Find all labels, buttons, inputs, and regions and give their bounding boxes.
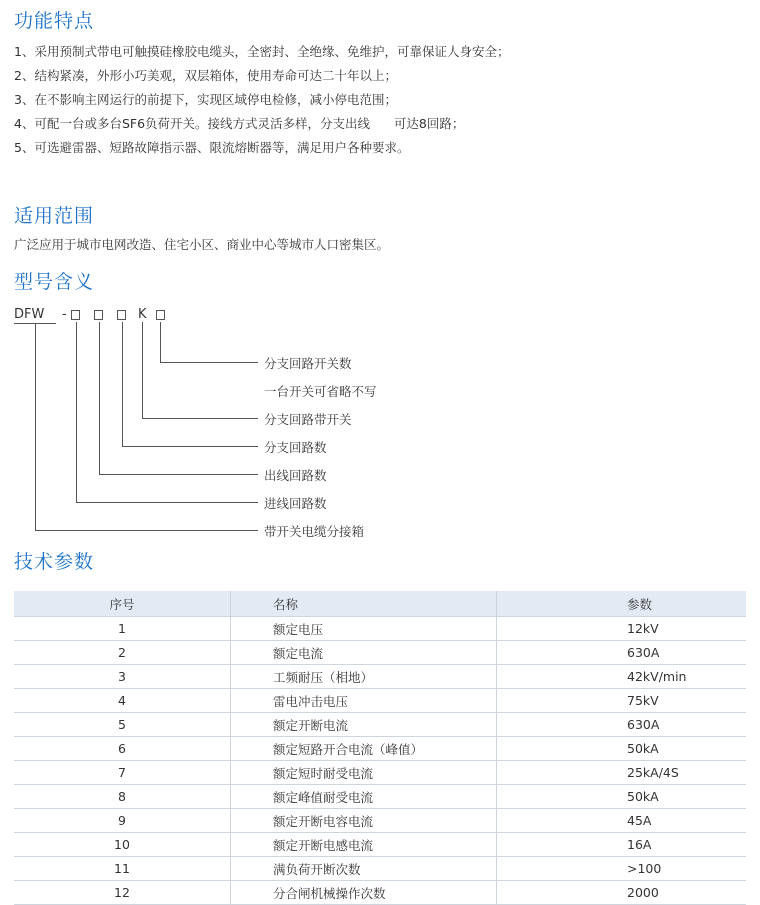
scope-heading: 适用范围 — [14, 205, 95, 227]
row-value-cell — [497, 857, 747, 881]
diagram-label: 分支回路开关数 — [264, 356, 352, 371]
diagram-label: 带开关电缆分接箱 — [264, 524, 365, 539]
row-name-cell — [231, 809, 497, 833]
model-dash: - — [62, 307, 67, 322]
column-header: 序号 — [14, 591, 231, 617]
row-index-cell — [14, 785, 231, 809]
row-value-cell — [497, 713, 747, 737]
features-list — [14, 40, 509, 160]
row-value: 75kV — [627, 693, 659, 708]
diagram-label: 分支回路数 — [264, 440, 327, 455]
row-name: 雷电冲击电压 — [273, 693, 349, 709]
row-value-cell — [497, 665, 747, 689]
row-index-cell — [14, 737, 231, 761]
row-value: >100 — [627, 861, 662, 876]
row-value-cell — [497, 785, 747, 809]
feature-item: 5、可选避雷器、短路故障指示器、限流熔断器等，满足用户各种要求。 — [14, 140, 410, 155]
table-header-row — [14, 591, 746, 617]
row-index: 3 — [118, 669, 126, 684]
model-prefix: DFW — [14, 307, 45, 322]
feature-item: 2、结构紧凑，外形小巧美观，双层箱体，使用寿命可达二十年以上； — [14, 68, 397, 83]
row-value-cell — [497, 881, 747, 905]
row-value-cell — [497, 809, 747, 833]
table-row — [14, 689, 746, 713]
row-index: 10 — [114, 837, 130, 852]
row-value-cell — [497, 641, 747, 665]
row-name: 额定峰值耐受电流 — [273, 789, 374, 805]
table-row — [14, 737, 746, 761]
row-name-cell — [231, 785, 497, 809]
row-name-cell — [231, 641, 497, 665]
tech-heading: 技术参数 — [14, 551, 95, 573]
row-value: 2000 — [627, 885, 659, 900]
diagram-label: 出线回路数 — [264, 468, 327, 483]
row-name: 额定开断电容电流 — [273, 813, 374, 829]
row-value: 42kV/min — [627, 669, 687, 684]
row-index: 8 — [118, 789, 126, 804]
row-index-cell — [14, 857, 231, 881]
row-value-cell — [497, 761, 747, 785]
row-name: 额定短路开合电流（峰值） — [273, 741, 424, 757]
row-index: 1 — [118, 621, 126, 636]
table-row — [14, 713, 746, 737]
table-row — [14, 761, 746, 785]
row-index-cell — [14, 881, 231, 905]
table-row — [14, 809, 746, 833]
row-name: 工频耐压（相地） — [273, 669, 374, 685]
row-index-cell — [14, 617, 231, 641]
row-value: 45A — [627, 813, 652, 828]
row-name-cell — [231, 881, 497, 905]
row-value-cell — [497, 617, 747, 641]
diagram-label: 进线回路数 — [264, 496, 327, 511]
model-diagram — [0, 300, 270, 540]
row-name: 额定开断电流 — [273, 717, 349, 733]
row-value: 630A — [627, 645, 660, 660]
table-row — [14, 881, 746, 905]
row-index-cell — [14, 809, 231, 833]
feature-item: 4、可配一台或多台SF6负荷开关。接线方式灵活多样，分支出线 可达8回路； — [14, 116, 465, 131]
row-index: 12 — [114, 885, 130, 900]
row-name: 分合闸机械操作次数 — [273, 885, 386, 901]
table-row — [14, 665, 746, 689]
table-row — [14, 833, 746, 857]
row-index-cell — [14, 641, 231, 665]
row-index: 9 — [118, 813, 126, 828]
row-name: 满负荷开断次数 — [273, 861, 361, 877]
row-name: 额定短时耐受电流 — [273, 765, 374, 781]
row-index-cell — [14, 665, 231, 689]
column-header: 名称 — [231, 591, 497, 617]
tech-table — [14, 591, 746, 905]
row-value-cell — [497, 689, 747, 713]
diagram-label: 一台开关可省略不写 — [264, 384, 377, 399]
table-row — [14, 641, 746, 665]
row-name-cell — [231, 617, 497, 641]
row-value-cell — [497, 833, 747, 857]
row-index: 4 — [118, 693, 126, 708]
table-row — [14, 617, 746, 641]
model-heading: 型号含义 — [14, 271, 95, 293]
row-index: 6 — [118, 741, 126, 756]
row-value: 630A — [627, 717, 660, 732]
row-value: 50kA — [627, 741, 659, 756]
row-name-cell — [231, 713, 497, 737]
row-index: 11 — [114, 861, 130, 876]
row-name-cell — [231, 761, 497, 785]
row-index-cell — [14, 761, 231, 785]
row-value: 50kA — [627, 789, 659, 804]
feature-item: 3、在不影响主网运行的前提下，实现区域停电检修，减小停电范围； — [14, 92, 397, 107]
row-name: 额定开断电感电流 — [273, 837, 374, 853]
scope-text: 广泛应用于城市电网改造、住宅小区、商业中心等城市人口密集区。 — [14, 237, 390, 252]
row-value: 25kA/4S — [627, 765, 679, 780]
row-name-cell — [231, 833, 497, 857]
row-index-cell — [14, 689, 231, 713]
row-name-cell — [231, 857, 497, 881]
row-value: 12kV — [627, 621, 659, 636]
row-value: 16A — [627, 837, 652, 852]
row-name: 额定电压 — [273, 621, 324, 637]
row-index-cell — [14, 713, 231, 737]
row-name-cell — [231, 665, 497, 689]
table-row — [14, 785, 746, 809]
feature-item: 1、采用预制式带电可触摸硅橡胶电缆头，全密封、全绝缘、免维护，可靠保证人身安全； — [14, 44, 510, 59]
row-name-cell — [231, 737, 497, 761]
row-index: 2 — [118, 645, 126, 660]
table-row — [14, 857, 746, 881]
row-value-cell — [497, 737, 747, 761]
row-index: 7 — [118, 765, 126, 780]
row-index-cell — [14, 833, 231, 857]
model-k-letter: K — [138, 307, 147, 322]
column-header: 参数 — [497, 591, 747, 617]
row-index: 5 — [118, 717, 126, 732]
diagram-label: 分支回路带开关 — [264, 412, 352, 427]
row-name-cell — [231, 689, 497, 713]
features-heading: 功能特点 — [14, 10, 95, 32]
row-name: 额定电流 — [273, 645, 324, 661]
